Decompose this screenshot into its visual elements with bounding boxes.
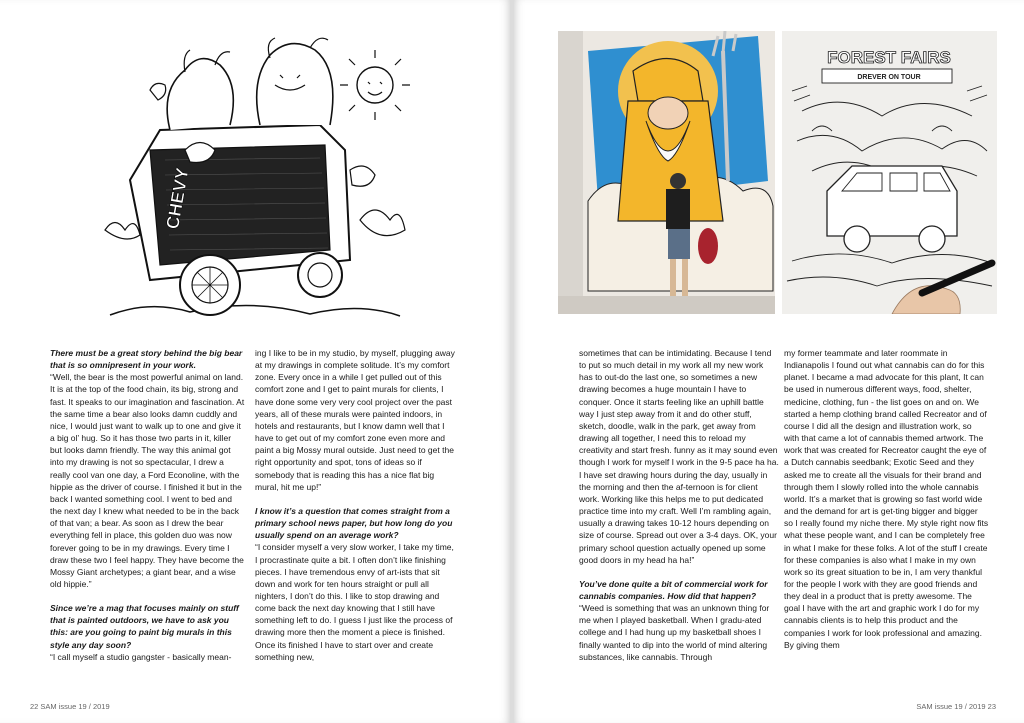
mural-photo [558, 31, 775, 314]
answer-murals-start: “I call myself a studio gangster - basically mean- [50, 651, 232, 662]
right-column-1 [579, 347, 779, 663]
answer-cannabis-cont: my former teammate and later roommate in Indianapolis I found out what cannabis can do for this planet. I became a mad advocate for this plant, It can be used in numerous different ways, food, shelter, medicine, clothing, fun - the list goes on and on. We started a hemp clothing brand called Recreator and of course I did all the design and illustration work, so with that came a lot of cannabis themed artwork. The work that was created for Recreator caught the eye of a Dutch cannabis seedbank; Exotic Seed and they asked me to create all the visuals for their brand and through them I slowly rolled into the whole cannabis world. It’s a market that is growing so fast world wide and the demand for art is get-ting bigger and bigger so I really found my niche there. My style right now fits what these people want, and I can be completely free in what I make for these folks. A lot of the stuff I create for these companies is also what I make in my own work so its great situation to be in, I am very thankful for the people I work with they are good friends and they deal in a product that is pretty awesome. The goal I have with the art and graphic work I do for my cannabis clients is to help this product and the companies I work for look professional and amazing. By giving them [784, 348, 989, 650]
question-cannabis: You’ve done quite a bit of commercial work for cannabis companies. How did that happen? [579, 578, 768, 601]
van-lettering: CHEVY [162, 166, 193, 231]
question-bear: There must be a great story behind the big bear that is so omnipresent in your work. [50, 348, 243, 371]
question-murals: Since we’re a mag that focuses mainly on stuff that is painted outdoors, we have to ask you this: are you going to paint big murals in this style any day soon? [50, 603, 239, 650]
answer-murals-cont: ing I like to be in my studio, by myself, plugging away at my drawings in complete solitude. It’s my comfort zone. Every once in a while I get pulled out of this comfort zone and I get to paint murals for clients, I have done some very very cool project over the past years, all of these murals were painted indoors, in hotels and restaurants, but I know damn well that I have to get out of my comfort zone even more and paint a big Mossy mural outside. Just need to get the right opportunity and spot, tons of ideas so if somebody that is reading this has a nice flat big mural, hit me up!” [255, 348, 455, 492]
answer-bear: “Well, the bear is the most powerful animal on land. It is at the top of the food chain, its big, strong and fast. It speaks to our imagination and fascination. At the same time a bear also looks damn cuddly and nice, I would just want to walk up to one and give it a big ol’ hug. So it has those two parts in it, killer but looks damn friendly. The way this animal got into my drawing is not so spectacular, I drew a really cool van one day, a Ford Econoline, with the hippie as the driver of course. I finished it but in the back I wanted something cool. I went to bed and the next day I knew what needed to be in the back of that van; a bear. As soon as I drew the bear everything fell in place, this golden duo was now forever going to be in my drawings. Every time I draw these two I feel happy. They have become the Mossy Giant archetypes; a giant bear, and a wise old hippie.” [50, 372, 245, 589]
poster-title: FOREST FAIRS [827, 48, 951, 67]
left-page [0, 0, 510, 723]
right-column-2 [784, 347, 989, 651]
answer-cannabis-start: “Weed is something that was an unknown thing for me when I played basketball. When I gradu-ated college and I had hung up my basketball shoes I finally wanted to dip into the world of mind altering substances, like cannabis. Through [579, 603, 770, 662]
bear-van-illustration [90, 30, 420, 330]
poster-drawing-photo [782, 31, 997, 314]
left-column-2 [255, 347, 455, 663]
page-number-left: 22 SAM issue 19 / 2019 [30, 702, 110, 711]
question-time: I know it’s a question that comes straight from a primary school news paper, but how long do you usually spend on an average work? [255, 505, 453, 541]
answer-time: “I consider myself a very slow worker, I take my time, I procrastinate quite a bit. I often don’t like finishing pieces. I have tremendous envy of art-ists that sit down and work for ten hours straight or pull all nighters, I don’t do this. I like to stop drawing and come back the next day knowing that I still have something left to do. I guess I just like the process of drawing more then the moment a piece is finished. Once its finished I have to start over and create something new, [255, 542, 454, 662]
right-page [514, 0, 1024, 723]
poster-subtitle: DREVER ON TOUR [857, 74, 921, 81]
page-number-right: SAM issue 19 / 2019 23 [916, 702, 996, 711]
answer-time-cont: sometimes that can be intimidating. Because I tend to put so much detail in my work all my new work has to out-do the last one, so sometimes a new drawing becomes a huge mountain I have to conquer. Once it starts feeling like an uphill battle way I just step away from it and do other stuff, sketch, doodle, walk in the park, get away from drawing all together, I need this to reload my creativity and start fresh. funny as it may sound even though I work for myself I work in the 9-5 pace ha ha. I have set drawing hours during the day, usually in the morning and then the af-ternoon is for client work. Working like this helps me to put dedicated practice time into my craft. Well I’m rambling again, usually a drawing takes 10-12 hours depending on size of course. Spread out over a 3-4 days. OK, your primary school question actually opened up some good doors in my head ha ha!” [579, 348, 779, 565]
left-column-1 [50, 347, 245, 663]
